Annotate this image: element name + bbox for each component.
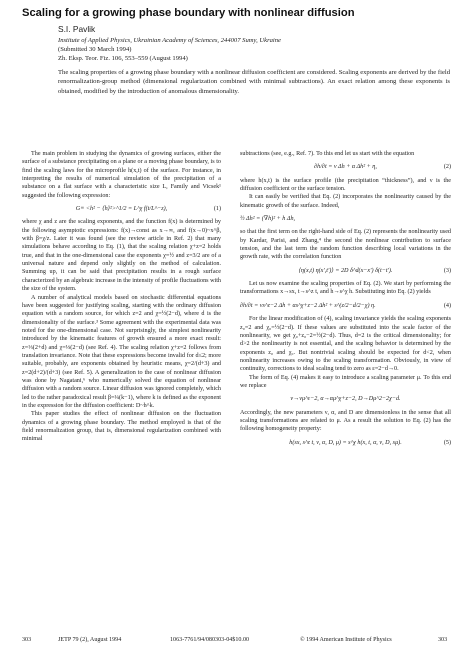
equation-4 [240, 302, 451, 310]
equation-number: (4) [443, 302, 451, 309]
article-code: 1063-7761/94/080303-04$10.00 [170, 637, 250, 643]
paragraph: Accordingly, the new parameters ν, α, and D are dimensionless in the sense that all scaling transformations are related to μ. As a result the solution to Eq. (2) has the following homogeneity property: [240, 409, 451, 433]
equation-2 [240, 163, 451, 171]
equation-body: G≡ <h² − ⟨h⟩²>^1/2 = L^χ f(t/L^−z), [75, 206, 168, 213]
journal-reference: Zh. Eksp. Teor. Fiz. 106, 553–559 (August 1994) [58, 55, 188, 62]
article-title: Scaling for a growing phase boundary with nonlinear diffusion [22, 7, 355, 19]
paragraph: subtractions (see, e.g., Ref. 7). To this end let us start with the equation [240, 151, 415, 157]
equation-body: ⟨η(x,t) η(x′,t′)⟩ = 2D δ^d(x−x′) δ(t−t′). [298, 267, 393, 274]
page-footer [0, 637, 474, 647]
equation-5 [240, 439, 451, 447]
paragraph: For the linear modification of (4), scaling invariance yields the scaling exponents z₀=2 and χ₀=½(2−d). If these values are substituted into the scale factor of the nonlinearity, we get χ₀+z₀−2=½(2−d). Thus, d=2 is the critical dimensionality; for d>2 the nonlinearity is not essential, and the scaling behavior is determined by the exponents z₀ and χ₀. But nontrivial scaling should be expected for d<2, when nonlinearity increases owing to the scaling transformation. Obviously, in view of continuity, corrections to ideal scaling tend to zero as ε=2−d→0. [240, 316, 451, 373]
equation-number: (5) [443, 439, 451, 446]
equation-identity [240, 215, 451, 223]
paragraph: Let us now examine the scaling properties of Eq. (2). We start by performing the transformations x→sx, t→s^z t, and h→s^χ h. Substituting into Eq. (2) yields [240, 281, 451, 296]
right-column [240, 150, 451, 452]
abstract: The scaling properties of a growing phase boundary with a nonlinear diffusion coefficient are considered. Scaling exponents are derived by the field renormalization-group method (dimensional regularization combined with minimal subtractions). An exact relation among these exponents is obtained, modified by the introduction of anomalous dimensionality. [58, 69, 450, 95]
copyright: © 1994 American Institute of Physics [300, 637, 392, 643]
left-column [22, 150, 221, 444]
page-number-left: 303 [22, 637, 32, 643]
equation-body: ½ Δh² = (∇h)² + h Δh, [240, 216, 296, 223]
author-name: S.I. Pavlik [58, 24, 96, 34]
journal-issue: JETP 79 (2), August 1994 [58, 637, 122, 643]
affiliation: Institute of Applied Physics, Ukrainian Academy of Sciences, 244007 Sumy, Ukraine [58, 37, 281, 44]
paragraph: This paper studies the effect of nonlinear diffusion on the fluctuation dynamics of a growing phase boundary. The method employed is that of the field renormalization group, that is, dimensional regularization combined with minimal [22, 411, 221, 443]
equation-replacement [240, 395, 451, 403]
equation-number: (1) [213, 206, 221, 213]
paragraph: The form of Eq. (4) makes it easy to introduce a scaling parameter μ. To this end we replace [240, 374, 451, 389]
equation-number: (3) [443, 267, 451, 274]
equation-number: (2) [443, 164, 451, 171]
paragraph: so that the first term on the right-hand side of Eq. (2) represents the nonlinearity used by Kardar, Parisi, and Zhang,⁴ the second the nonlinear contribution to surface tension, and the last term the random function describing local variations in the growth rate, with the correlation function [240, 229, 451, 261]
submission-date: (Submitted 30 March 1994) [58, 46, 132, 53]
paragraph: where h(x,t) is the surface profile (the precipitation “thickness”), and ν is the diffusion coefficient or the surface tension. [240, 177, 451, 193]
equation-3 [240, 267, 451, 275]
page-number-right: 303 [438, 637, 448, 643]
paragraph: A number of analytical models based on stochastic differential equations have been suggested for justifying scaling, starting with the ordinary diffusion equation with a random source, for which z=2 and χ=½(2−d), where d is the dimensionality of the surface.³ Some agreement with the experimental data was noted for the one-dimensional case. Not surprisingly, the simplest nonlinearity introduced by the kinematic features of growth ensured a more exact result: z=⅓(2+d) and χ=⅓(2−d) (see Ref. 4). The scaling relation χ+z=2 follows from translation invariance. Note that these expressions become invalid for d≤2; more suitable, probably, are exponents obtained by heuristic means, χ=2/(d+3) and z=2(d+2)/(d+3) (see Ref. 5). A generalization to the case of nonlinear diffusion was done by Nagatani,⁶ who numerically solved the equation of nonlinear diffusion with a random source. Linear diffusion was ignored completely, which led to the rather paradoxical result β=¼(k−1), where k is defined as the exponent in the expression for the diffusion coefficient: D~h^k. [22, 294, 221, 409]
equation-body: ∂h/∂t = νs^z−2 Δh + αs^χ+z−2 Δh² + s^(z/2−d/2−χ) η. [240, 302, 376, 309]
equation-body: h(sx, s^z t, ν, α, D, μ) = s^χ h(x, t, α, ν, D, sμ). [289, 439, 402, 446]
paragraph: The main problem in studying the dynamics of growing surfaces, either the surface of a substance precipitating on a plane or a moving phase boundary, is to find the scaling laws for the microprofile h(x,t) of the surface. For instance, in interpreting the results of numerical simulation of the precipitation of a substance on a flat surface with a characteristic size L, Family and Vicsek¹ suggested the following expression: [22, 151, 221, 199]
equation-body: ∂h/∂t = ν Δh + α Δh² + η, [314, 164, 377, 171]
equation-1 [22, 205, 221, 213]
paragraph: where χ and z are the scaling exponents, and the function f(x) is determined by the following asymptotic expressions: f(x)→const as x→∞, and f(x→0)~x^β, with β=χ/z. Later it was found (see the review article in Ref. 2) that many simulations behave according to Eq. (1), that the scaling relation χ+z=2 holds true, and that in the one-dimensional case the exponents χ=½ and z=3/2 are of a universal nature and depend only slightly on the method of calculation. Summing up, it can be said that precipitation results in a rough surface characterized by an algebraic increase in the intensity of profile fluctuations with the size of the system. [22, 219, 221, 293]
paragraph: It can easily be verified that Eq. (2) incorporates the nonlinearity caused by the kinematic growth of the surface. Indeed, [240, 194, 451, 209]
equation-body: ν→νμ^ε−2, α→αμ^χ+z−2, D→Dμ^2−2χ−d. [290, 396, 401, 403]
